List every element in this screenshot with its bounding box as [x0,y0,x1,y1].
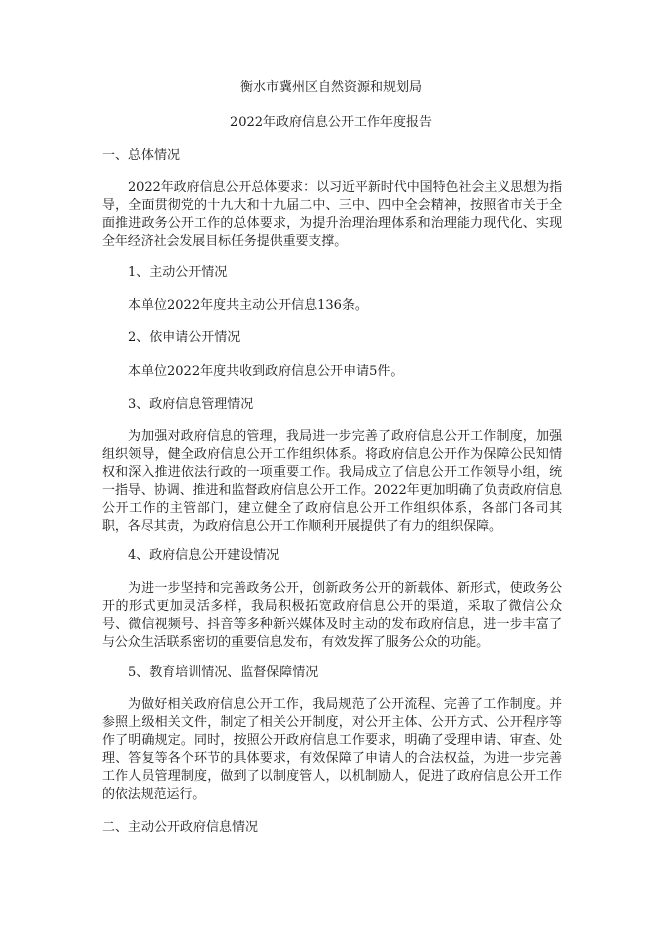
subsection-4-paragraph: 为进一步坚持和完善政务公开，创新政务公开的新载体、新形式，使政务公开的形式更加灵活多样，我局积极拓宽政府信息公开的渠道，采取了微信公众号、微信视频号、抖音等多种新兴媒体及时主动的发布政府信息，进一步丰富了与公众生活联系密切的重要信息发布，有效发挥了服务公众的功能。 [102,581,562,650]
subsection-5-paragraph: 为做好相关政府信息公开工作，我局规范了公开流程、完善了工作制度。并参照上级相关文件，制定了相关公开制度，对公开主体、公开方式、公开程序等作了明确规定。同时，按照公开政府信息工作要求，明确了受理申请、审查、处理、答复等各个环节的具体要求，有效保障了申请人的合法权益，为进一步完善工作人员管理制度，做到了以制度管人，以机制励人，促进了政府信息公开工作的依法规范运行。 [102,697,562,802]
overview-paragraph: 2022年政府信息公开总体要求：以习近平新时代中国特色社会主义思想为指导，全面贯彻党的十九大和十九届二中、三中、四中全会精神，按照省市关于全面推进政务公开工作的总体要求，为提升治理治理体系和治理能力现代化、实现全年经济社会发展目标任务提供重要支撑。 [102,180,562,249]
subsection-3-heading: 3、政府信息管理情况 [128,397,254,412]
subsection-1-text: 本单位2022年度共主动公开信息136条。 [128,298,368,313]
subsection-2-heading: 2、依申请公开情况 [128,330,241,345]
subsection-2-text: 本单位2022年度共收到政府信息公开申请5件。 [128,364,404,379]
report-title: 2022年政府信息公开工作年度报告 [229,115,433,130]
subsection-1-heading: 1、主动公开情况 [128,265,228,280]
subsection-3-paragraph: 为加强对政府信息的管理，我局进一步完善了政府信息公开工作制度，加强组织领导，健全政府信息公开工作组织体系。将政府信息公开作为保障公民知情权和深入推进依法行政的一项重要工作。我局成立了信息公开工作领导小组，统一指导、协调、推进和监督政府信息公开工作。2022年更加明确了负责政府信息公开工作的主管部门，建立健全了政府信息公开工作组织体系，各部门各司其职，各尽其责，为政府信息公开工作顺利开展提供了有力的组织保障。 [102,429,562,534]
subsection-4-heading: 4、政府信息公开建设情况 [128,548,280,563]
section-2-heading: 二、主动公开政府信息情况 [102,820,259,835]
section-1-heading: 一、总体情况 [102,148,181,163]
subsection-5-heading: 5、教育培训情况、监督保障情况 [128,665,319,680]
organization-title: 衡水市冀州区自然资源和规划局 [239,80,422,95]
